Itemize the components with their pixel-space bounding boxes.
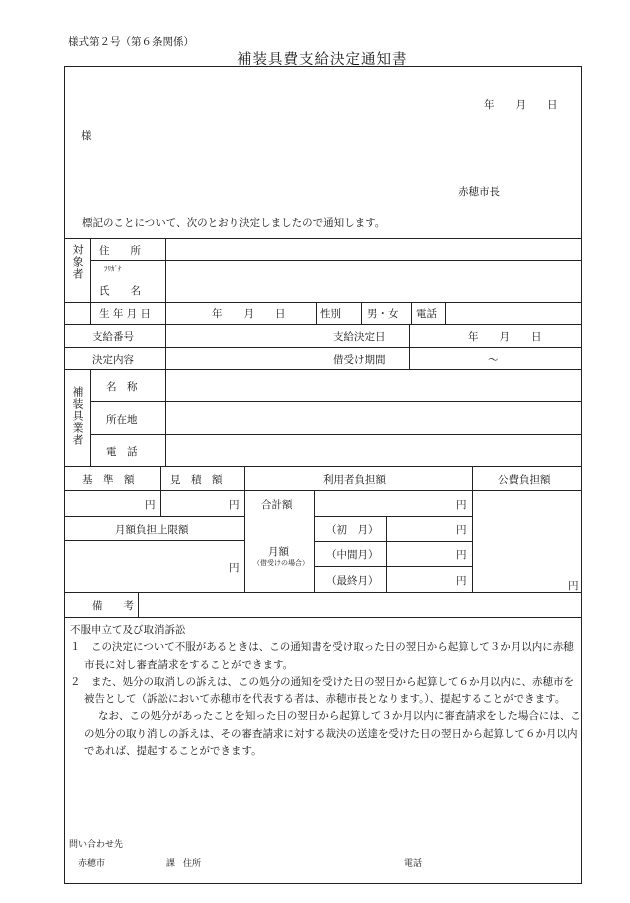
- first-month-label: （初 月）: [326, 524, 379, 536]
- appeal-item-1: １ この決定について不服があるときは、この通知書を受け取った日の翌日から起算して３か月以内に赤穂市長に対し審査請求をすることができます。: [70, 641, 574, 671]
- middle-month-yen: 円: [456, 549, 467, 561]
- gender-field[interactable]: 男・女: [367, 308, 399, 320]
- decision-date-field[interactable]: 年 月 日: [468, 331, 542, 343]
- vendor-location-label: 所在地: [106, 414, 138, 426]
- decision-content-label: 決定内容: [92, 354, 134, 366]
- subject-group-label: 対象者: [71, 244, 84, 280]
- user-burden-label: 利用者負担額: [323, 474, 386, 486]
- contact-address-label: 住所: [183, 859, 202, 869]
- vendor-phone-label: 電 話: [106, 446, 138, 458]
- public-burden-yen: 円: [568, 580, 579, 592]
- middle-month-label: （中間月）: [326, 549, 379, 561]
- monthly-label: 月額: [268, 546, 289, 558]
- monthly-note: （借受けの場合）: [253, 559, 309, 567]
- intro-text: 標記のことについて、次のとおり決定しましたので通知します。: [82, 217, 386, 229]
- phone-label: 電話: [416, 308, 437, 320]
- appeal-item-2: ２ また、処分の取消しの訴えは、この処分の通知を受けた日の翌日から起算して６か月以内に、赤穂市を被告として（訴訟において赤穂市を代表する者は、赤穂市長となります。）、提起することができます。: [70, 675, 574, 706]
- remarks-label: 備 考: [92, 600, 134, 612]
- last-month-label: （最終月）: [326, 575, 379, 587]
- rental-period-label: 借受け期間: [333, 354, 386, 366]
- name-label: 氏 名: [99, 285, 141, 297]
- base-yen: 円: [145, 499, 156, 511]
- total-label: 合計額: [261, 499, 293, 511]
- issuer: 赤穂市長: [458, 186, 500, 198]
- contact-phone-label: 電話: [404, 859, 423, 869]
- page-title: 補装具費支給決定通知書: [237, 52, 408, 68]
- total-yen: 円: [456, 499, 467, 511]
- base-amount-label: 基 準 額: [82, 474, 135, 486]
- date-line[interactable]: 年 月 日: [484, 99, 558, 111]
- rental-period-field[interactable]: ～: [488, 354, 499, 366]
- last-month-yen: 円: [456, 575, 467, 587]
- public-burden-label: 公費負担額: [498, 474, 551, 486]
- estimate-label: 見 積 額: [170, 474, 223, 486]
- appeal-note: なお、この処分があったことを知った日の翌日から起算して３か月以内に審査請求をした場合には、この処分の取り消しの訴えは、その審査請求に対する裁決の送達を受けた日の翌日から起算して６か月以内であれば、提起することができます。: [84, 710, 581, 758]
- addressee-suffix: 様: [81, 130, 92, 142]
- address-label: 住 所: [99, 245, 141, 257]
- gender-label: 性別: [320, 308, 341, 320]
- appeal-heading: 不服申立て及び取消訴訟: [70, 624, 186, 636]
- contact-city: 赤穂市: [78, 859, 106, 869]
- vendor-name-label: 名 称: [106, 381, 138, 393]
- birth-label: 生 年 月 日: [99, 308, 152, 320]
- appeal-notes: [70, 622, 582, 760]
- furigana-label: ﾌﾘｶﾞﾅ: [104, 265, 122, 273]
- decision-number-label: 支給番号: [92, 331, 134, 343]
- monthly-cap-label: 月額負担上限額: [115, 524, 189, 536]
- first-month-yen: 円: [456, 524, 467, 536]
- birth-date-field[interactable]: 年 月 日: [212, 308, 286, 320]
- monthly-cap-yen: 円: [229, 562, 240, 574]
- vendor-group-label: 補装具業者: [71, 386, 84, 446]
- decision-date-label: 支給決定日: [333, 331, 386, 343]
- contact-heading: 問い合わせ先: [69, 840, 124, 850]
- form-id: 様式第２号（第６条関係）: [68, 36, 194, 48]
- estimate-yen: 円: [229, 499, 240, 511]
- contact-section: 課: [166, 859, 176, 869]
